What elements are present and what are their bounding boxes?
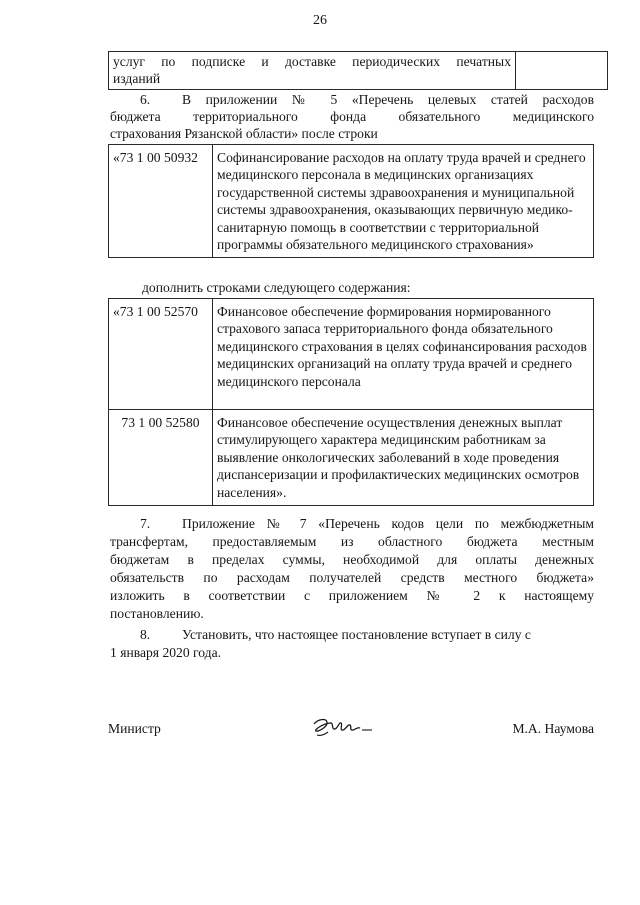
supplement-text: дополнить строками следующего содержания: [142,280,411,295]
item6-number: 6. [140,92,151,107]
item8-line2: 1 января 2020 года. [110,645,222,660]
description-cell: Финансовое обеспечение формирования нормированного страхового запаса территориального фонда обязательного медицинского страхования в целях софинансирования расходов медицинских организаций на оплату труда врачей и среднего медицинского персонала [213,299,594,410]
item7-line2: трансфертам, предоставляемым из областного бюджета местным [110,534,594,549]
cell-text-line: услуг по подписке и доставке периодических печатных [113,54,511,69]
item7-line4: обязательств по расходам получателей средств местного бюджета» [110,570,594,585]
table-row [109,52,608,90]
item7-line5: изложить в соответствии с приложением № 2 к настоящему [110,588,594,603]
position-title: Министр [108,721,161,736]
table-row [109,410,594,506]
description-cell: Софинансирование расходов на оплату труда врачей и среднего медицинского персонала в медицинских организациях государственной системы здравоохранения и муниципальной системы здравоохранения, оказывающих первичную медико-санитарную помощь в соответствии с территориальной программы обязательного медицинского страхования» [213,145,594,258]
code-cell: 73 1 00 52580 [109,410,213,506]
table-row [109,299,594,410]
service-cell [109,52,516,90]
item7-line3: бюджетам в пределах суммы, необходимой для оплаты денежных [110,552,594,567]
item6-line1: 6. В приложении № 5 «Перечень целевых статей расходов [110,91,594,108]
signature-block [108,720,594,744]
signature-icon [308,710,378,742]
item7-number: 7. [140,516,151,531]
code-cell: «73 1 00 50932 [109,145,213,258]
item6-line3: страхования Рязанской области» после строки [110,126,378,141]
empty-cell [516,52,608,90]
signatory-name: М.А. Наумова [512,721,594,736]
table-row [109,145,594,258]
new-rows-table [108,298,594,506]
code-cell: «73 1 00 52570 [109,299,213,410]
item8-number: 8. [140,627,151,642]
description-cell: Финансовое обеспечение осуществления денежных выплат стимулирующего характера медицинским работникам за выявление онкологических заболеваний в ходе проведения диспансеризации и профилактических медицинских осмотров населения». [213,410,594,506]
top-table-fragment [108,51,608,90]
cell-text-line: изданий [113,71,161,87]
existing-row-table [108,144,594,258]
page-number: 26 [313,13,327,28]
item7-line6: постановлению. [110,606,204,621]
item6-line2: бюджета территориального фонда обязательного медицинского [110,109,594,124]
item7-line1: 7. Приложение № 7 «Перечень кодов цели по межбюджетным [110,515,594,532]
item8-line1: 8. Установить, что настоящее постановление вступает в силу с [110,626,594,643]
